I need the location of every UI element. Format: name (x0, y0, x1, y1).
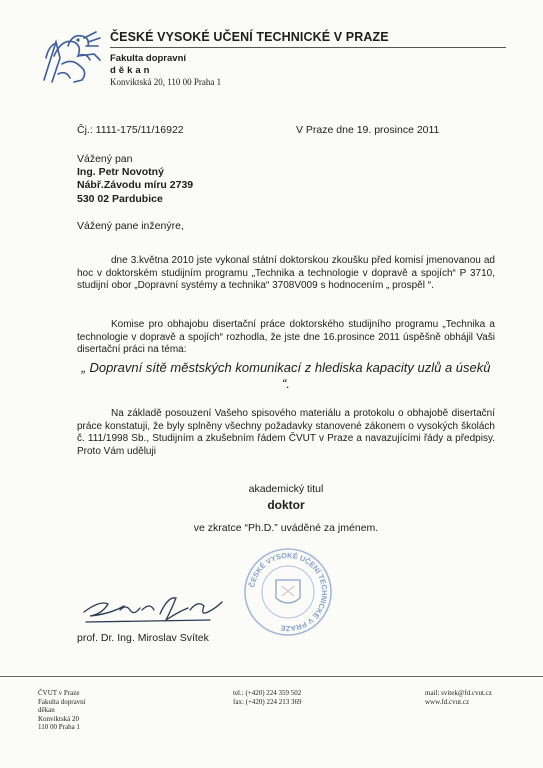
office-title: děkan (110, 65, 153, 76)
university-lion-logo-icon (38, 28, 106, 86)
footer-line: Konviktská 20 (38, 714, 80, 723)
salutation: Vážený pane inženýre, (77, 220, 184, 232)
stamp-text: ČESKÉ VYSOKÉ UČENÍ TECHNICKÉ V PRAZE (247, 550, 330, 634)
footer-email[interactable]: mail: svitek@fd.cvut.cz (425, 689, 492, 697)
svg-text:ČESKÉ VYSOKÉ UČENÍ TECHNICKÉ V (247, 551, 329, 633)
footer-address (38, 689, 118, 732)
recipient-street: Nábř.Závodu míru 2739 (77, 179, 194, 192)
paragraph-exam: dne 3.května 2010 jste vykonal státní doktorskou zkoušku před komisí jmenovanou ad hoc v doktorském studijním programu „Technika a technologie v dopravě a spojích“ P 3710, studijní obor „Dopravní systémy a technika“ 3708V009 s hodnocením „ prospěl “. (77, 255, 495, 292)
header-divider (110, 47, 506, 48)
recipient-city: 530 02 Pardubice (77, 192, 163, 205)
footer-divider (0, 676, 543, 677)
footer-web[interactable]: www.fd.cvut.cz (425, 697, 470, 706)
degree-title: doktor (267, 498, 305, 512)
paragraph-award: Na základě posouzení Vašeho spisového materiálu a protokolu o obhajobě disertační práce konstatuji, že byly splněny všechny požadavky stanovené zákonem o vysokých školách č. 111/1998 Sb., Studijním a zkušebním řádem ČVUT v Praze a navazujícími řády a předpisy. Proto Vám uděluji (77, 408, 495, 457)
handwritten-signature-icon (80, 590, 230, 628)
footer-line: 110 00 Praha 1 (38, 723, 80, 732)
footer-line: Fakulta dopravní (38, 697, 86, 706)
paragraph-defense: Komise pro obhajobu disertační práce doktorského studijního programu „Technika a technologie v dopravě a spojích“ rozhodla, že jste dne 16.prosince 2011 úspěšně obhájil Vaši disertační práci na téma: (77, 319, 495, 356)
faculty-address: Konviktská 20, 110 00 Praha 1 (110, 77, 222, 87)
official-stamp-icon (242, 546, 334, 638)
footer-line: ČVUT v Praze (38, 689, 80, 697)
footer-fax: fax: (+420) 224 213 369 (233, 697, 302, 706)
degree-abbreviation: ve zkratce “Ph.D.” uváděné za jménem. (193, 522, 379, 534)
footer-line: děkan (38, 706, 55, 715)
footer-phone: tel.: (+420) 224 359 502 (233, 689, 302, 697)
recipient-block (77, 153, 193, 206)
reference-number: Čj.: 1111-175/11/16922 (77, 124, 184, 136)
recipient-greeting: Vážený pan (77, 153, 133, 165)
footer-contact-block (425, 689, 492, 706)
university-name: ČESKÉ VYSOKÉ UČENÍ TECHNICKÉ V PRAZE (110, 30, 389, 44)
footer-phone-block (233, 689, 302, 706)
signatory-name: prof. Dr. Ing. Miroslav Svítek (77, 632, 209, 644)
letter-date: V Praze dne 19. prosince 2011 (296, 124, 440, 136)
recipient-name: Ing. Petr Novotný (77, 166, 164, 179)
faculty-name: Fakulta dopravní (110, 53, 187, 64)
thesis-title: „ Dopravní sítě městských komunikací z hlediska kapacity uzlů a úseků “. (81, 360, 491, 391)
degree-label: akademický titul (248, 483, 324, 495)
